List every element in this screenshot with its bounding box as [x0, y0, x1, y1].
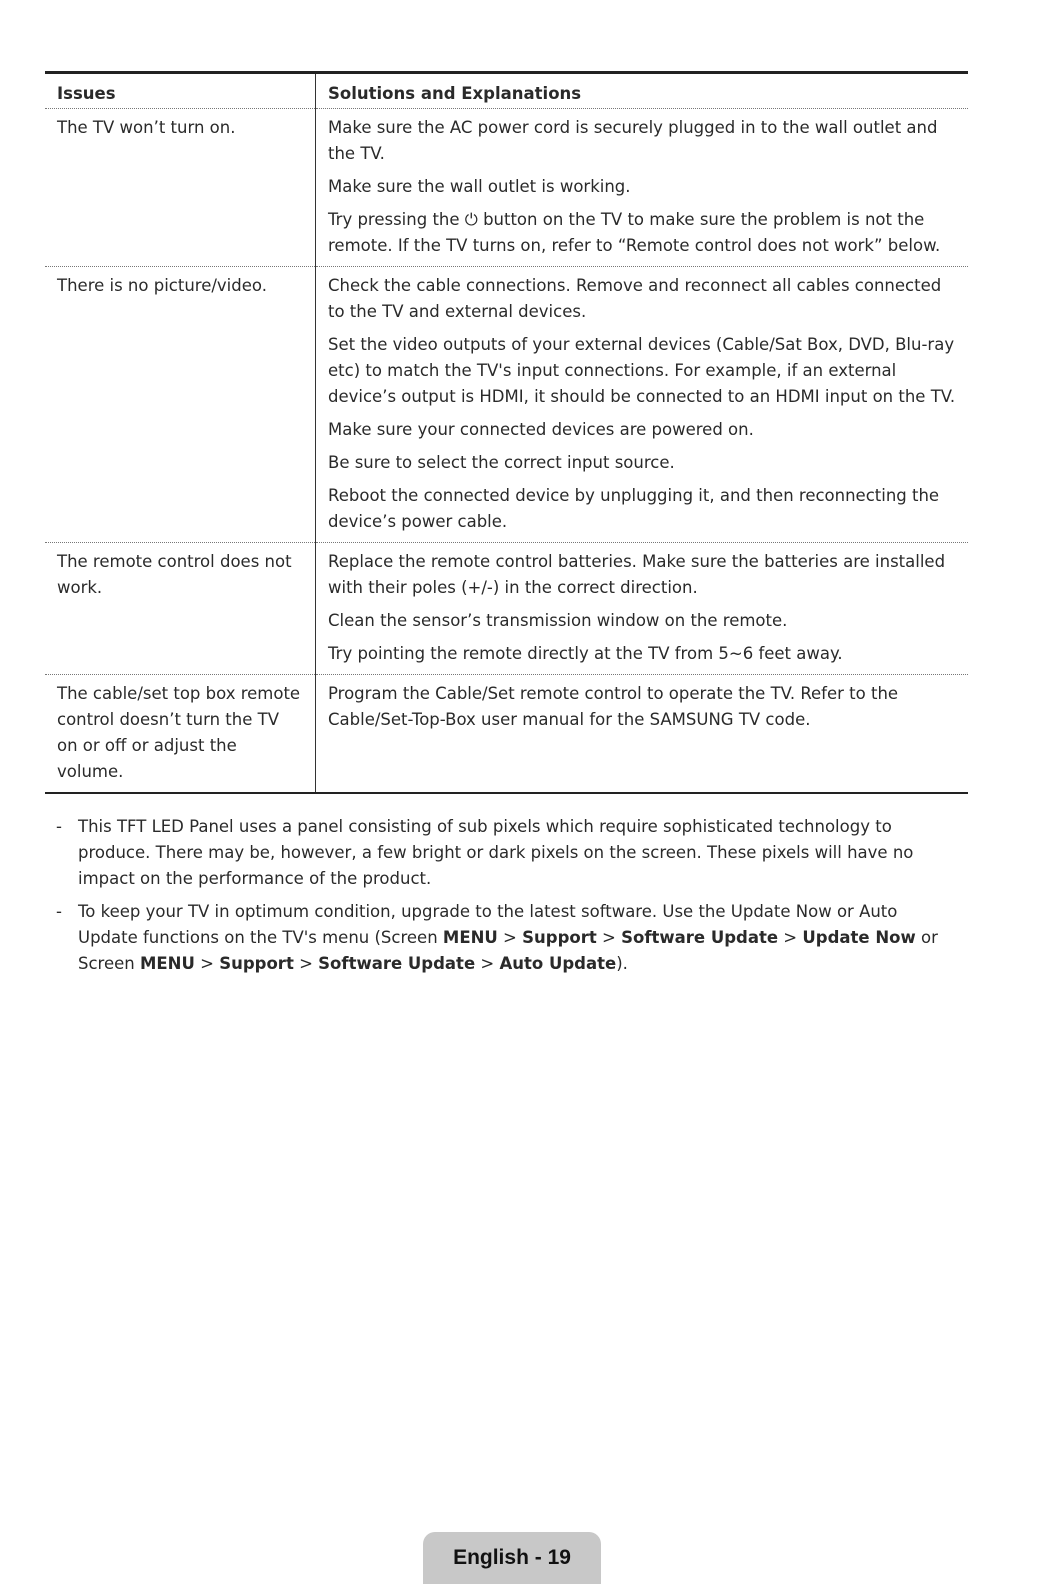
solution-text: Check the cable connections. Remove and reconnect all cables connected to the TV and external devices. — [328, 276, 942, 321]
solution-text: Be sure to select the correct input source. — [328, 453, 675, 472]
issue-cell: The TV won’t turn on. — [45, 109, 316, 267]
issue-cell: There is no picture/video. — [45, 267, 316, 543]
table-row — [45, 543, 968, 675]
solution-cell — [316, 543, 969, 675]
solution-text: Make sure the wall outlet is working. — [328, 177, 631, 196]
table-row — [45, 675, 968, 794]
solution-text: Replace the remote control batteries. Make sure the batteries are installed with their poles (+/-) in the correct direction. — [328, 552, 946, 597]
troubleshooting-table — [45, 71, 968, 794]
header-issues: Issues — [45, 73, 316, 109]
solution-text: Make sure the AC power cord is securely plugged in to the wall outlet and the TV. — [328, 118, 938, 163]
solution-text: Set the video outputs of your external devices (Cable/Sat Box, DVD, Blu-ray etc) to match the TV's input connections. For example, if an external device’s output is HDMI, it should be connected to an HDMI input on the TV. — [328, 335, 956, 406]
issue-cell: The cable/set top box remote control doesn’t turn the TV on or off or adjust the volume. — [45, 675, 316, 794]
solution-text: Clean the sensor’s transmission window on the remote. — [328, 611, 788, 630]
solution-text: Try pressing the ⏻ button on the TV to make sure the problem is not the remote. If the TV turns on, refer to “Remote control does not work” below. — [328, 210, 941, 255]
table-row — [45, 267, 968, 543]
table-row — [45, 109, 968, 267]
solution-text: Make sure your connected devices are powered on. — [328, 420, 754, 439]
note-software-update: - To keep your TV in optimum condition, upgrade to the latest software. Use the Update Now or Auto Update functions on the TV's menu (Screen MENU > Support > Software Update > Update Now or Screen MENU > Support > Software Update > Auto Update). — [56, 902, 938, 973]
solution-cell — [316, 675, 969, 794]
solution-cell — [316, 109, 969, 267]
note-panel-pixels: - This TFT LED Panel uses a panel consisting of sub pixels which require sophisticated technology to produce. There may be, however, a few bright or dark pixels on the screen. These pixels will have no impact on the performance of the product. — [56, 817, 914, 888]
solution-text: Reboot the connected device by unplugging it, and then reconnecting the device’s power cable. — [328, 486, 940, 531]
solution-text: Try pointing the remote directly at the TV from 5~6 feet away. — [328, 644, 843, 663]
header-solutions: Solutions and Explanations — [316, 73, 969, 109]
solution-cell — [316, 267, 969, 543]
issue-cell: The remote control does not work. — [45, 543, 316, 675]
page-number-tab: English - 19 — [423, 1532, 601, 1584]
solution-text: Program the Cable/Set remote control to operate the TV. Refer to the Cable/Set-Top-Box user manual for the SAMSUNG TV code. — [328, 684, 899, 729]
notes — [52, 814, 952, 984]
